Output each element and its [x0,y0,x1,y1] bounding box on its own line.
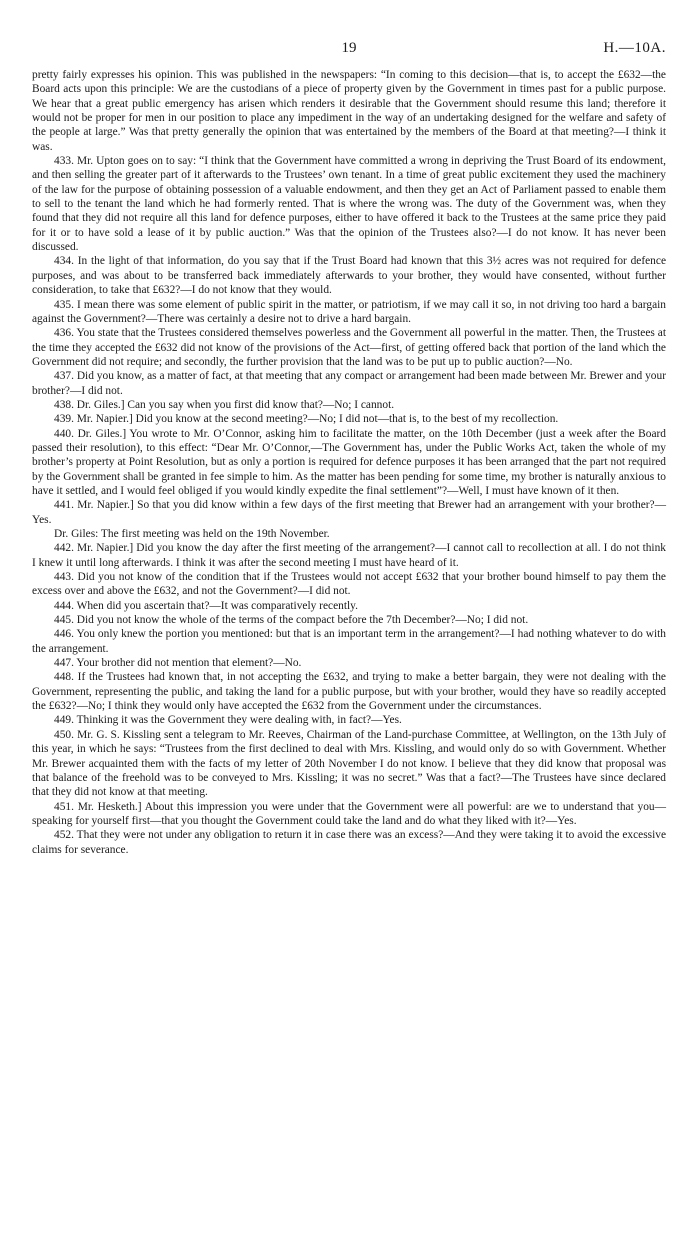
question-438: 438. Dr. Giles.] Can you say when you first did know that?—No; I cannot. [54,398,395,411]
question-439: 439. Mr. Napier.] Did you know at the second meeting?—No; I did not—that is, to the best of my recollection. [54,413,559,426]
question-446: 446. You only knew the portion you mentioned: but that is an important term in the arrangement?—I had nothing whatever to do with the arrangement. [32,628,666,655]
question-435: 435. I mean there was some element of public spirit in the matter, or patriotism, if we may call it so, in not driving too hard a bargain against the Government?—There was certainly a desire not to drive a hard bargain. [32,298,666,325]
paragraph-continuation: pretty fairly expresses his opinion. This was published in the newspapers: “In coming to this decision—that is, to accept the £632—the Board acts upon this principle: We are the custodians of a piece of property given by the Government in times past for a public purpose. We hear that a great public emergency has arisen which renders it desirable that the Government should resume this land; therefore it would not be proper for men in our position to place any impediment in the way of an undertaking designed for the welfare and safety of the people at large.” Was that pretty generally the opinion that was entertained by the members of the Board at that meeting?—I think it was. [32,69,666,153]
question-449: 449. Thinking it was the Government they were dealing with, in fact?—Yes. [54,714,402,727]
question-436: 436. You state that the Trustees considered themselves powerless and the Government all powerful in the matter. Then, the Trustees at the time they accepted the £632 did not know of the provisions of the Act—first, of getting offered back that portion of the land which the Government did not require; and secondly, the further provision that the land was to be put up to public auction?—No. [32,327,666,368]
question-451: 451. Mr. Hesketh.] About this impression you were under that the Government were all powerful: are we to understand that you—speaking for yourself first—that you thought the Government could take the land and do what they liked with it?—Yes. [32,800,666,827]
question-445: 445. Did you not know the whole of the terms of the compact before the 7th December?—No; I did not. [54,614,529,627]
question-440: 440. Dr. Giles.] You wrote to Mr. O’Connor, asking him to facilitate the matter, on the 10th December (just a week after the Board passed their resolution), to this effect: “Dear Mr. O’Connor,—The Government has, under the Public Works Act, taken the whole of my brother’s property at Point Resolution, but as only a portion is required for defence purposes it has been arranged that the part not required by the Government shall be granted in fee simple to him. As the matter has been pending for some time, my brother is naturally anxious to have it settled, and I would feel obliged if you would kindly expedite the final settlement”?—Well, I must have known of it then. [32,427,666,497]
question-444: 444. When did you ascertain that?—It was comparatively recently. [54,599,358,612]
evidence-text [32,68,666,857]
page-header [32,40,666,62]
document-reference: H.—10A. [603,40,666,56]
question-442: 442. Mr. Napier.] Did you know the day after the first meeting of the arrangement?—I cannot call to recollection at all. I do not think I knew it until long afterwards. I think it was after the second meeting I must have heard of it. [32,542,666,569]
question-450: 450. Mr. G. S. Kissling sent a telegram to Mr. Reeves, Chairman of the Land-purchase Committee, at Wellington, on the 13th July of this year, in which he says: “Trustees from the first declined to deal with Mrs. Kissling, and would only do so with Government. Whether Mr. Brewer acquainted them with the facts of my letter of 20th November I do not know. I believe that they did know that proposal was that balance of the freehold was to be conveyed to Mrs. Kissling; it was no secret.” Was that a fact?—The Trustees have since declared that they did not know at that meeting. [32,728,666,799]
question-448: 448. If the Trustees had known that, in not accepting the £632, and trying to make a better bargain, they were not dealing with the Government, representing the public, and taking the land for a public purpose, but with your brother, would they have so readily accepted the £632?—No; I think they would only have accepted the £632 from the Government under the circumstances. [32,671,666,713]
question-434: 434. In the light of that information, do you say that if the Trust Board had known that this 3½ acres was not required for defence purposes, and was about to be transferred back immediately afterwards to your brother, they would have consented, without further consideration, to take that £632?—I do not know that they would. [32,255,666,297]
document-page [32,40,666,857]
question-443: 443. Did you not know of the condition that if the Trustees would not accept £632 that your brother bound himself to pay them the excess over and above the £632, and not the Government?—I did not. [32,571,666,598]
question-452: 452. That they were not under any obligation to return it in case there was an excess?—And they were taking it to avoid the excessive claims for severance. [32,829,666,856]
question-441: 441. Mr. Napier.] So that you did know within a few days of the first meeting that Brewer had an arrangement with your brother?—Yes. [32,499,666,526]
dr-giles-remark: Dr. Giles: The first meeting was held on the 19th November. [54,528,330,540]
page-number: 19 [341,40,357,56]
question-447: 447. Your brother did not mention that element?—No. [54,657,302,670]
question-437: 437. Did you know, as a matter of fact, at that meeting that any compact or arrangement had been made between Mr. Brewer and your brother?—I did not. [32,370,666,397]
question-433: 433. Mr. Upton goes on to say: “I think that the Government have committed a wrong in depriving the Trust Board of its endowment, and then selling the greater part of it afterwards to the Trustees’ own tenant. In a time of great public excitement they used the machinery of the law for the purpose of obtaining possession of a valuable endowment, and then they get an Act of Parliament passed to enable them to sell to the tenant the land which he had formerly rented. That is where the wrong was. The duty of the Government was, when they found that they did not require all this land for defence purposes, either to have offered it back to the Trustees at the same price they paid for it or to have sold a lease of it by public auction.” Was that the opinion of the Trustees also?—I do not know. It has never been discussed. [32,155,666,254]
